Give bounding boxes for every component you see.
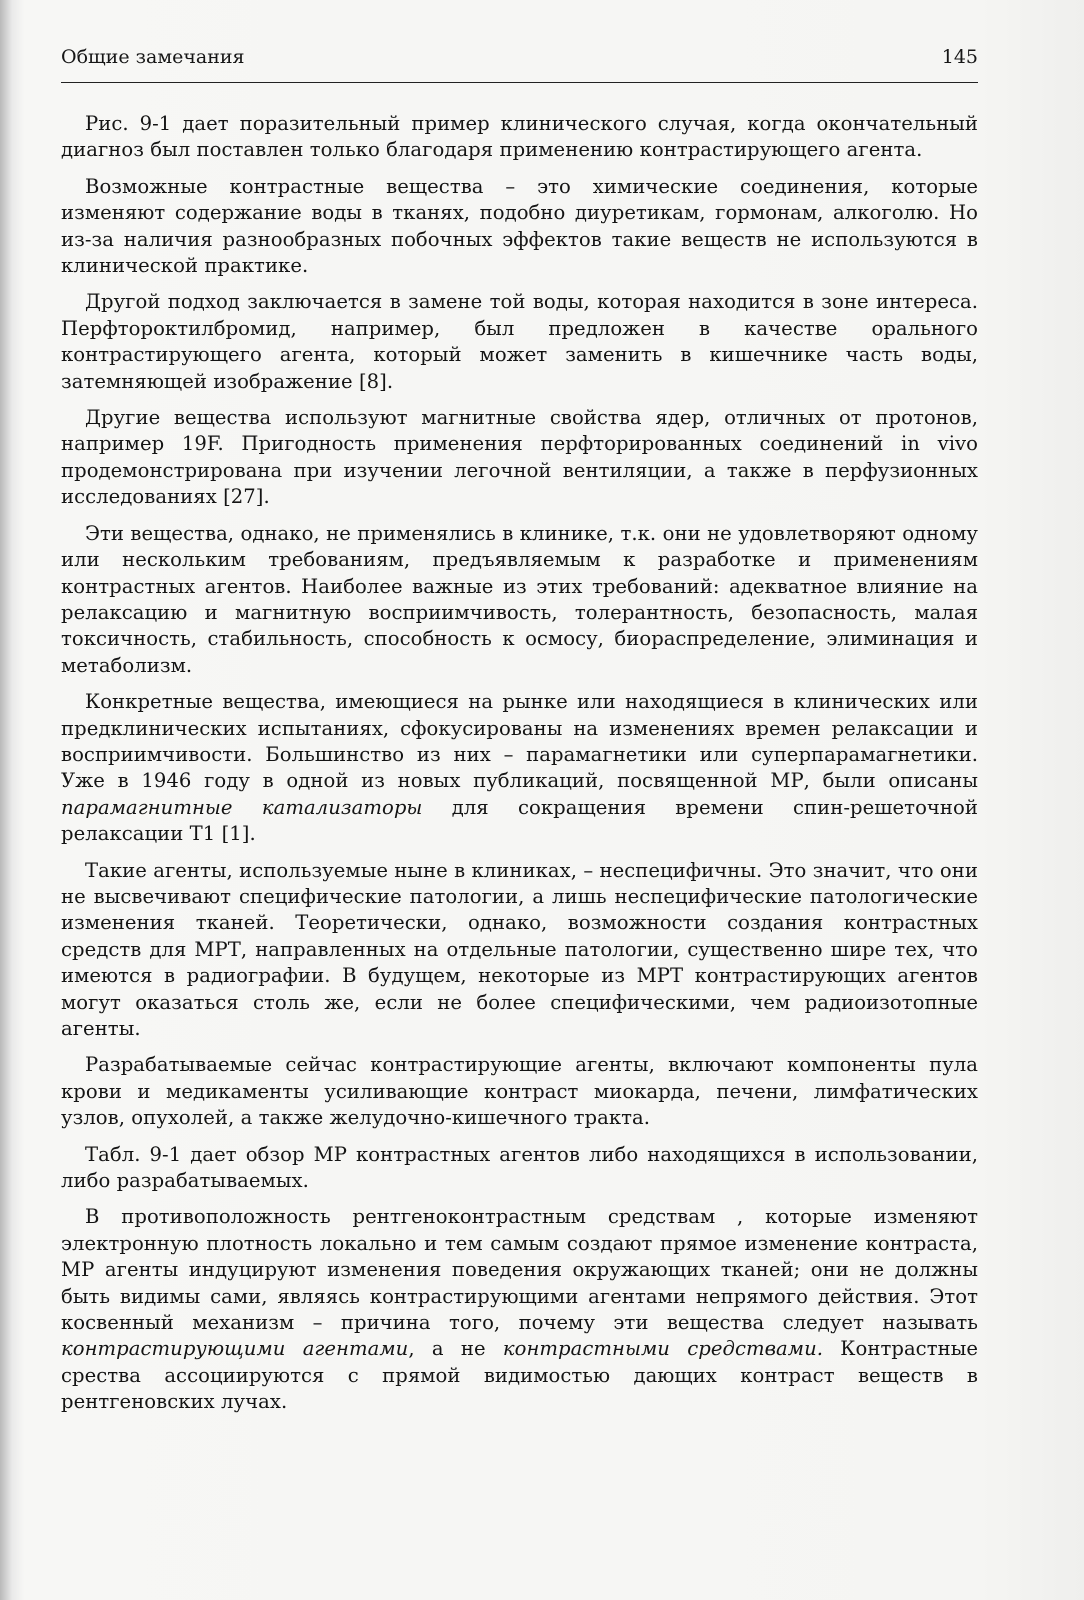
paragraph-xray-comparison-tail: Контрастные срества ассоциируются с прямой видимостью дающих контраст веществ в рентгеновских лучах. xyxy=(61,1337,978,1414)
paragraph-xray-comparison xyxy=(61,1204,978,1415)
emphasis-contrast-agents: контрастирующими агентами xyxy=(61,1337,409,1361)
page-number: 145 xyxy=(941,46,978,68)
paragraph-market-agents-tail: для сокращения времени спин-решеточной релаксации T1 [1]. xyxy=(61,795,978,846)
paragraph-nuclear-properties: Другие вещества используют магнитные свойства ядер, отличных от протонов, например 19F. Пригодность применения перфторированных соединений in vivo продемонстрирована при изучении легочной вентиляции, а также в перфузионных исследованиях [27]. xyxy=(61,406,978,509)
paragraph-requirements: Эти вещества, однако, не применялись в клинике, т.к. они не удовлетворяют одному или нескольким требованиям, предъявляемым к разработке и применениям контрастных агентов. Наиболее важные из этих требований: адекватное влияние на релаксацию и магнитную восприимчивость, толерантность, безопасность, малая токсичность, стабильность, способность к осмосу, биораспределение, элиминация и метаболизм. xyxy=(61,521,978,677)
paragraph-market-agents xyxy=(61,689,978,847)
paragraph-market-agents-text: Конкретные вещества, имеющиеся на рынке или находящиеся в клинических или предклинических испытаниях, сфокусированы на изменениях времен релаксации и восприимчивости. Большинство из них – парамагнетики или суперпарамагнетики. Уже в 1946 году в одной из новых публикаций, посвященной МР, были описаны xyxy=(61,690,978,793)
paragraph-developing-agents: Разрабатываемые сейчас контрастирующие агенты, включают компоненты пула крови и медикаменты усиливающие контраст миокарда, печени, лимфатических узлов, опухолей, а также желудочно-кишечного тракта. xyxy=(61,1053,978,1130)
paragraph-fig-9-1: Рис. 9-1 дает поразительный пример клинического случая, когда окончательный диагноз был поставлен только благодаря применению контрастирующего агента. xyxy=(61,112,978,162)
paragraph-xray-comparison-middle: , а не xyxy=(408,1337,503,1361)
body-text xyxy=(61,111,978,1426)
emphasis-contrast-media: контрастными средствами. xyxy=(502,1337,824,1361)
paragraph-table-9-1: Табл. 9-1 дает обзор МР контрастных агентов либо находящихся в использовании, либо разрабатываемых. xyxy=(61,1142,978,1193)
running-header xyxy=(61,46,978,83)
paragraph-nonspecific-agents: Такие агенты, используемые ныне в клиниках, – неспецифичны. Это значит, что они не высвечивают специфические патологии, а лишь неспецифические патологические изменения тканей. Теоретически, однако, возможности создания контрастных средств для МРТ, направленных на отдельные патологии, существенно шире тех, что имеются в радиографии. В будущем, некоторые из МРТ контрастирующих агентов могут оказаться столь же, если не более специфическими, чем радиоизотопные агенты. xyxy=(61,858,978,1040)
paragraph-xray-comparison-text: В противоположность рентгеноконтрастным средствам , которые изменяют электронную плотность локально и тем самым создают прямое изменение контраста, МР агенты индуцируют изменения поведения окружающих тканей; они не должны быть видимы сами, являясь контрастирующими агентами непрямого действия. Этот косвенный механизм – причина того, почему эти вещества следует называть xyxy=(61,1205,978,1335)
paragraph-possible-agents: Возможные контрастные вещества – это химические соединения, которые изменяют содержание воды в тканях, подобно диуретикам, гормонам, алкоголю. Но из-за наличия разнообразных побочных эффектов такие веществ не используются в клинической практике. xyxy=(61,174,978,278)
emphasis-paramagnetic-catalysts: парамагнитные катализаторы xyxy=(61,795,423,819)
running-header-title: Общие замечания xyxy=(61,46,245,68)
paragraph-water-replacement: Другой подход заключается в замене той воды, которая находится в зоне интереса. Перфтороктилбромид, например, был предложен в качестве орального контрастирующего агента, который может заменить в кишечнике часть воды, затемняющей изображение [8]. xyxy=(61,290,978,393)
